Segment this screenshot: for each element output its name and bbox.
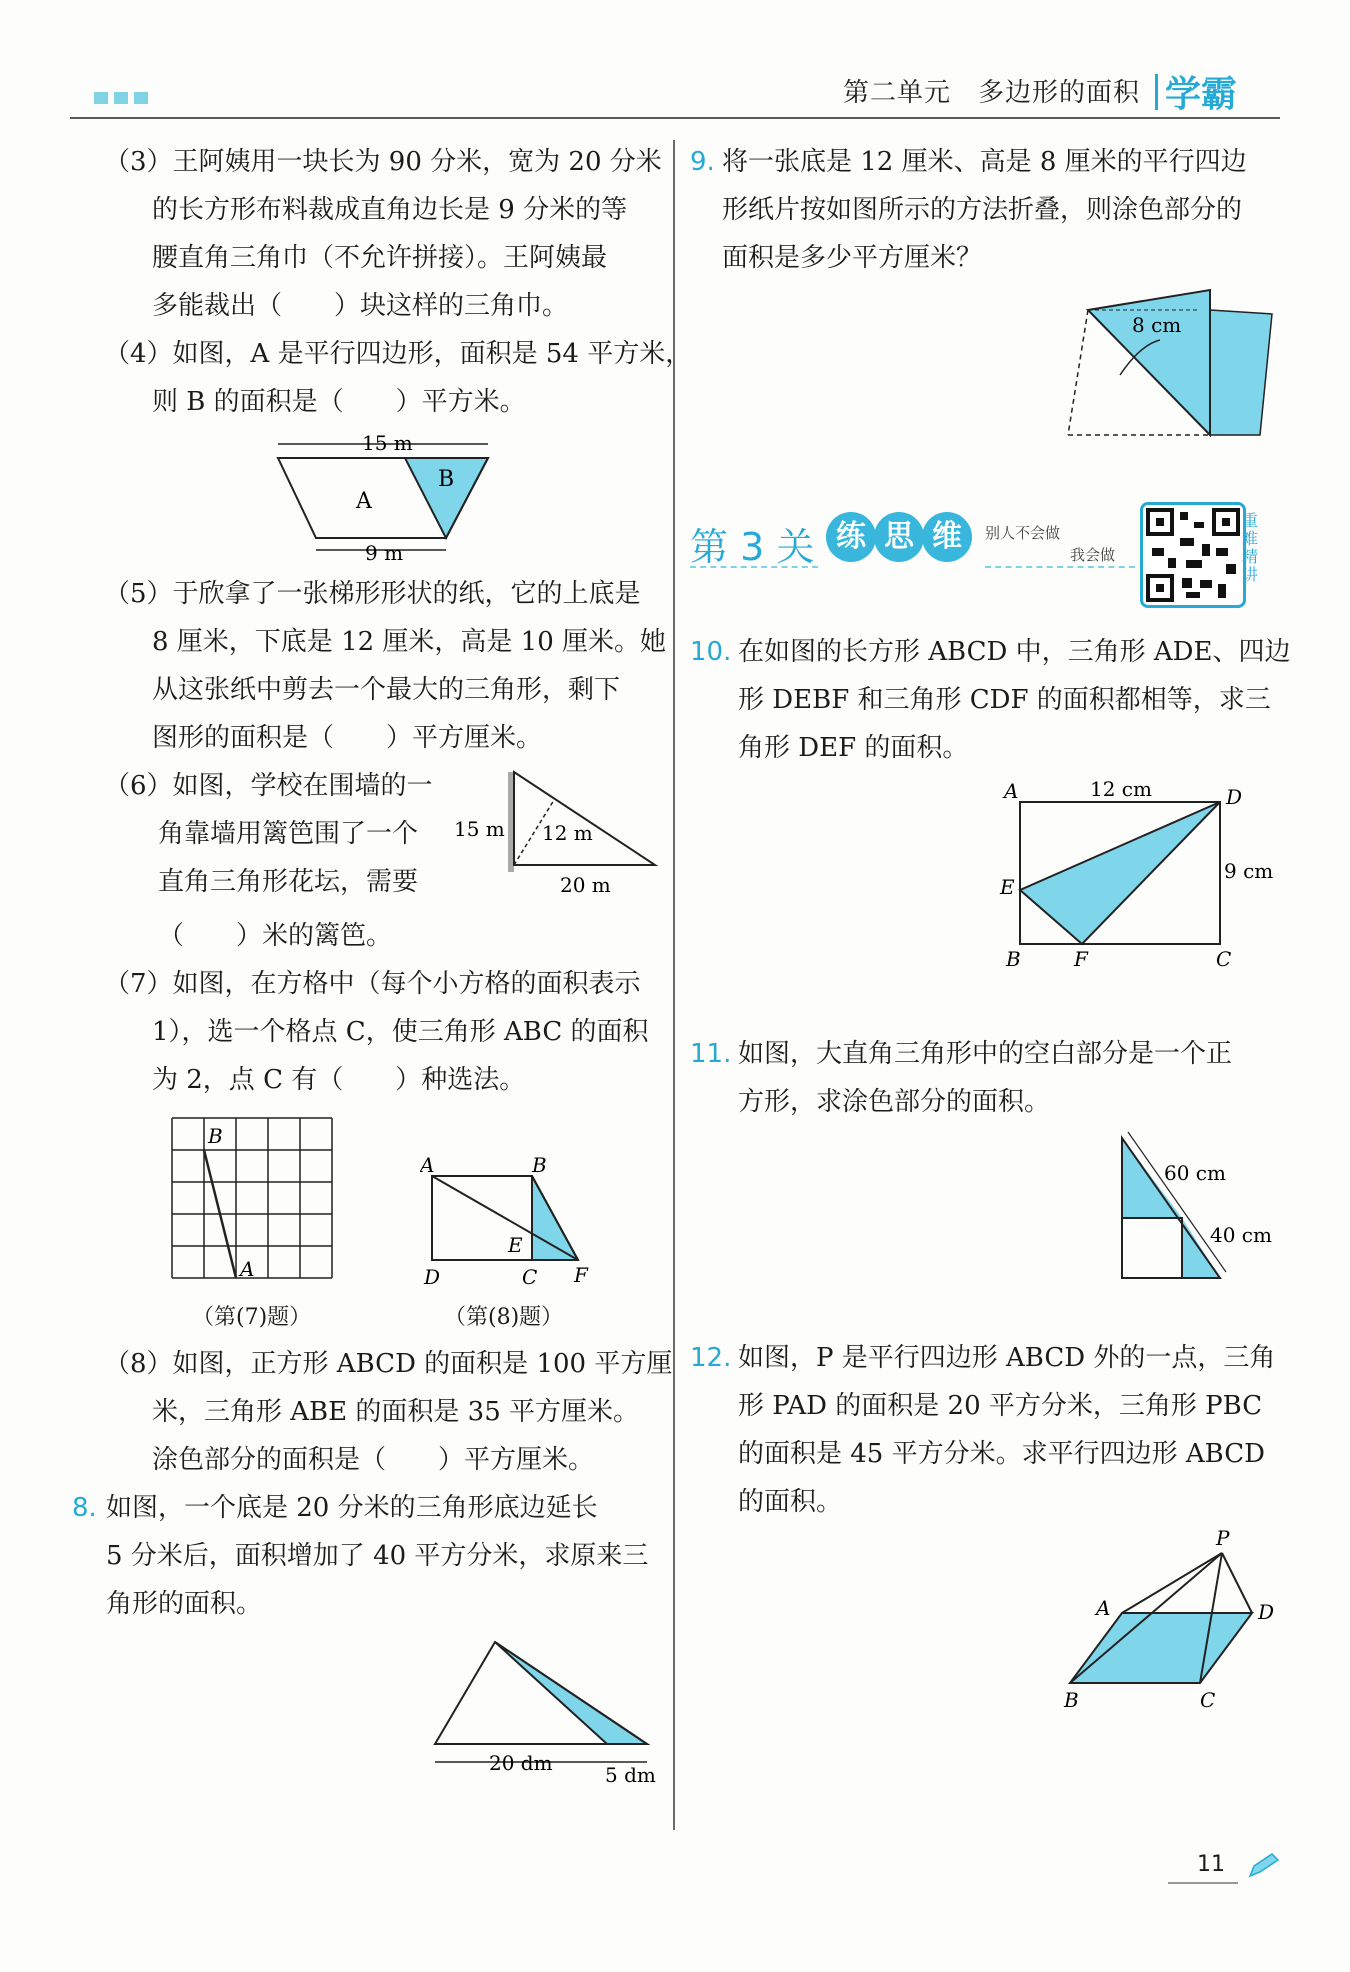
- label-12cm: 12 cm: [1090, 777, 1152, 801]
- q8-line-2: 5 分米后，面积增加了 40 平方分米，求原来三: [106, 1541, 649, 1571]
- page-number: 11: [1197, 1852, 1225, 1877]
- label-20dm: 20 dm: [489, 1751, 553, 1775]
- figure-q8: [425, 1630, 665, 1790]
- q8s-line-2: 米，三角形 ABE 的面积是 35 平方厘米。: [152, 1397, 640, 1427]
- question-number-11: 11.: [690, 1039, 732, 1069]
- label-9m: 9 m: [365, 541, 404, 565]
- stage-note-2: 我会做: [1070, 546, 1116, 564]
- label-15m: 15 m: [362, 431, 413, 455]
- brand-divider: [1155, 74, 1158, 110]
- brand-logo: 学霸: [1165, 74, 1238, 115]
- label-a: A: [356, 489, 372, 514]
- label-c: C: [1216, 947, 1232, 971]
- q8-line-3: 角形的面积。: [106, 1589, 263, 1619]
- label-40cm: 40 cm: [1210, 1223, 1272, 1247]
- figure-q10: [990, 772, 1280, 982]
- label-p: P: [1216, 1526, 1230, 1550]
- q8-line-1: 如图，一个底是 20 分米的三角形底边延长: [106, 1493, 598, 1523]
- label-e: E: [508, 1233, 523, 1257]
- q3-line-2: 的长方形布料裁成直角边长是 9 分米的等: [152, 195, 628, 225]
- parallelogram-abcd: [1070, 1613, 1252, 1683]
- figure-q11: [1110, 1130, 1280, 1290]
- q4-line-1: （4）如图，A 是平行四边形，面积是 54 平方米，: [104, 339, 692, 369]
- label-b: B: [1006, 947, 1021, 971]
- shaded-triangle-def: [1020, 802, 1220, 944]
- line-pd: [1222, 1553, 1252, 1613]
- qr-side-label: 重难精讲: [1242, 511, 1259, 584]
- header-decoration: [94, 92, 148, 104]
- figure-q9: [1060, 280, 1280, 450]
- q3-line-1: （3）王阿姨用一块长为 90 分米，宽为 20 分米: [104, 147, 662, 177]
- triangle-flowerbed: [514, 772, 655, 865]
- q11-line-1: 如图，大直角三角形中的空白部分是一个正: [738, 1039, 1233, 1069]
- label-b: B: [208, 1124, 223, 1148]
- qr-pattern: [1146, 508, 1240, 602]
- label-12m: 12 m: [542, 821, 593, 845]
- label-a: A: [420, 1153, 435, 1177]
- stage-note-1: 别人不会做: [985, 524, 1061, 542]
- fold-flap: [1210, 310, 1272, 435]
- question-number-8: 8.: [72, 1493, 97, 1523]
- q9-line-2: 形纸片按如图所示的方法折叠，则涂色部分的: [722, 195, 1243, 225]
- label-f: F: [574, 1263, 588, 1287]
- label-d: D: [1226, 785, 1243, 809]
- question-number-10: 10.: [690, 637, 732, 667]
- inner-square: [1122, 1218, 1182, 1278]
- shaded-triangle: [1088, 290, 1210, 435]
- label-a: A: [1004, 779, 1019, 803]
- q8s-line-1: （8）如图，正方形 ABCD 的面积是 100 平方厘: [104, 1349, 673, 1379]
- q8s-line-3: 涂色部分的面积是（ ）平方厘米。: [152, 1445, 595, 1475]
- label-c: C: [522, 1265, 538, 1289]
- q7-line-2: 1），选一个格点 C，使三角形 ABC 的面积: [152, 1017, 649, 1047]
- label-e: E: [1000, 875, 1015, 899]
- q6-line-2: 角靠墙用篱笆围了一个: [158, 819, 419, 849]
- line-pa: [1122, 1553, 1222, 1613]
- q10-line-2: 形 DEBF 和三角形 CDF 的面积都相等，求三: [738, 685, 1271, 715]
- label-d: D: [424, 1265, 441, 1289]
- label-c: C: [1200, 1688, 1216, 1712]
- stage-char-2: 思: [874, 512, 924, 562]
- label-8cm: 8 cm: [1132, 313, 1182, 337]
- unit-title: 第二单元 多边形的面积: [842, 78, 1140, 108]
- label-b: B: [532, 1153, 547, 1177]
- label-a: A: [1096, 1596, 1111, 1620]
- label-b: B: [1064, 1688, 1079, 1712]
- figure-q6: [450, 760, 665, 900]
- q10-line-3: 角形 DEF 的面积。: [738, 733, 969, 763]
- q6-line-1: （6）如图，学校在围墙的一: [104, 771, 433, 801]
- caption-q8: （第(8)题）: [444, 1305, 564, 1330]
- q3-line-4: 多能裁出（ ）块这样的三角巾。: [152, 291, 569, 321]
- q6-line-4: （ ）米的篱笆。: [158, 921, 393, 951]
- qr-code-icon[interactable]: [1140, 502, 1246, 608]
- question-number-9: 9.: [690, 147, 715, 177]
- header-rule: [70, 117, 1280, 119]
- q5-line-3: 从这张纸中剪去一个最大的三角形，剩下: [152, 675, 621, 705]
- label-5dm: 5 dm: [605, 1763, 656, 1787]
- stage-dotted-line-left: [690, 566, 818, 568]
- page-number-rule: [1168, 1882, 1238, 1884]
- q12-line-1: 如图，P 是平行四边形 ABCD 外的一点，三角: [738, 1343, 1276, 1373]
- q9-line-3: 面积是多少平方厘米？: [722, 243, 983, 273]
- figure-q8-square: [420, 1140, 600, 1300]
- q5-line-4: 图形的面积是（ ）平方厘米。: [152, 723, 543, 753]
- q7-line-1: （7）如图，在方格中（每个小方格的面积表示: [104, 969, 641, 999]
- label-60cm: 60 cm: [1164, 1161, 1226, 1185]
- stage-dotted-line-right: [985, 566, 1135, 568]
- q12-line-3: 的面积是 45 平方分米。求平行四边形 ABCD: [738, 1439, 1265, 1469]
- label-9cm: 9 cm: [1224, 859, 1274, 883]
- q4-line-2: 则 B 的面积是（ ）平方米。: [152, 387, 526, 417]
- q7-line-3: 为 2，点 C 有（ ）种选法。: [152, 1065, 526, 1095]
- pencil-icon: [1246, 1852, 1280, 1880]
- q11-line-2: 方形，求涂色部分的面积。: [738, 1087, 1051, 1117]
- q6-line-3: 直角三角形花坛，需要: [158, 867, 419, 897]
- column-divider: [673, 140, 675, 1830]
- stage-char-1: 练: [826, 512, 876, 562]
- figure-q4: [270, 430, 500, 565]
- dashed-left-edge: [1068, 310, 1088, 435]
- grid-lines: [172, 1118, 332, 1278]
- stage-label: 第 3 关: [690, 525, 815, 569]
- q12-line-4: 的面积。: [738, 1487, 843, 1517]
- label-f: F: [1074, 947, 1088, 971]
- q9-line-1: 将一张底是 12 厘米、高是 8 厘米的平行四边: [722, 147, 1247, 177]
- q5-line-2: 8 厘米，下底是 12 厘米，高是 10 厘米。她: [152, 627, 667, 657]
- q12-line-2: 形 PAD 的面积是 20 平方分米，三角形 PBC: [738, 1391, 1263, 1421]
- label-b: B: [438, 467, 455, 492]
- label-d: D: [1258, 1600, 1275, 1624]
- q5-line-1: （5）于欣拿了一张梯形形状的纸，它的上底是: [104, 579, 641, 609]
- stage-char-3: 维: [922, 512, 972, 562]
- q3-line-3: 腰直角三角巾（不允许拼接）。王阿姨最: [152, 243, 608, 273]
- label-a: A: [240, 1257, 255, 1281]
- figure-q7-grid: [168, 1112, 343, 1290]
- label-15m: 15 m: [454, 817, 505, 841]
- label-20m: 20 m: [560, 873, 611, 897]
- figure-q12: [1050, 1525, 1280, 1725]
- question-number-12: 12.: [690, 1343, 732, 1373]
- caption-q7: （第(7)题）: [192, 1305, 312, 1330]
- q10-line-1: 在如图的长方形 ABCD 中，三角形 ADE、四边: [738, 637, 1291, 667]
